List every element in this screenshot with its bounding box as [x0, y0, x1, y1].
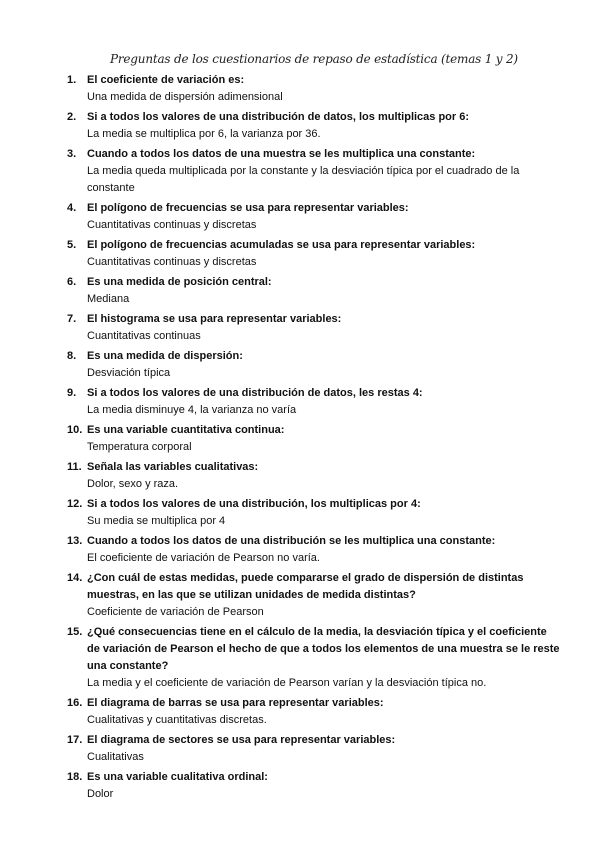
question-number: 16. — [67, 697, 83, 709]
question-number: 6. — [67, 276, 77, 288]
question-item — [67, 109, 560, 143]
question-body — [87, 348, 560, 382]
question-item — [67, 496, 560, 530]
question-number: 10. — [67, 424, 83, 436]
question-text: Cuando a todos los datos de una muestra se les multiplica una constante: — [87, 148, 476, 160]
question-number: 2. — [67, 111, 77, 123]
answer-text: La media queda multiplicada por la constante y la desviación típica por el cuadrado de la constante — [87, 165, 520, 194]
question-number: 9. — [67, 387, 77, 399]
question-item — [67, 732, 560, 766]
question-text: El coeficiente de variación es: — [87, 74, 245, 86]
question-item — [67, 459, 560, 493]
answer-text: Temperatura corporal — [87, 441, 192, 453]
question-item — [67, 769, 560, 803]
question-body — [87, 274, 560, 308]
question-item — [67, 570, 560, 621]
question-number: 17. — [67, 734, 83, 746]
question-body — [87, 200, 560, 234]
question-item — [67, 237, 560, 271]
question-body — [87, 570, 560, 621]
question-text: Si a todos los valores de una distribución, los multiplicas por 4: — [87, 498, 421, 510]
question-number: 5. — [67, 239, 77, 251]
question-body — [87, 237, 560, 271]
question-body — [87, 496, 560, 530]
question-text: ¿Con cuál de estas medidas, puede compararse el grado de dispersión de distintas muestras, en las que se utilizan unidades de medida distintas? — [87, 572, 524, 601]
question-body — [87, 769, 560, 803]
question-number: 13. — [67, 535, 83, 547]
question-text: Si a todos los valores de una distribución de datos, los multiplicas por 6: — [87, 111, 470, 123]
answer-text: Cuantitativas continuas y discretas — [87, 219, 257, 231]
question-body — [87, 624, 560, 692]
question-number: 3. — [67, 148, 77, 160]
question-text: Es una medida de dispersión: — [87, 350, 243, 362]
question-body — [87, 422, 560, 456]
question-item — [67, 200, 560, 234]
question-text: Si a todos los valores de una distribución de datos, les restas 4: — [87, 387, 423, 399]
question-body — [87, 459, 560, 493]
question-text: El histograma se usa para representar variables: — [87, 313, 342, 325]
question-number: 7. — [67, 313, 77, 325]
question-item — [67, 311, 560, 345]
question-text: Es una variable cualitativa ordinal: — [87, 771, 268, 783]
question-text: Señala las variables cualitativas: — [87, 461, 259, 473]
question-body — [87, 146, 560, 197]
question-number: 18. — [67, 771, 83, 783]
question-item — [67, 385, 560, 419]
answer-text: Cualitativas — [87, 751, 144, 763]
answer-text: Su media se multiplica por 4 — [87, 515, 226, 527]
question-number: 8. — [67, 350, 77, 362]
question-number: 15. — [67, 626, 83, 638]
answer-text: La media disminuye 4, la varianza no varía — [87, 404, 297, 416]
answer-text: Cualitativas y cuantitativas discretas. — [87, 714, 267, 726]
answer-text: Coeficiente de variación de Pearson — [87, 606, 264, 618]
question-body — [87, 732, 560, 766]
question-body — [87, 385, 560, 419]
question-number: 4. — [67, 202, 77, 214]
question-item — [67, 146, 560, 197]
question-text: El diagrama de sectores se usa para representar variables: — [87, 734, 396, 746]
question-text: ¿Qué consecuencias tiene en el cálculo de la media, la desviación típica y el coeficiente de variación de Pearson el hecho de que a todos los elementos de una muestra se le reste una constante? — [87, 626, 560, 672]
question-text: El polígono de frecuencias se usa para representar variables: — [87, 202, 409, 214]
question-body — [87, 533, 560, 567]
question-text: Es una medida de posición central: — [87, 276, 272, 288]
question-item — [67, 422, 560, 456]
question-text: El polígono de frecuencias acumuladas se usa para representar variables: — [87, 239, 476, 251]
question-body — [87, 109, 560, 143]
answer-text: Mediana — [87, 293, 130, 305]
document-title: Preguntas de los cuestionarios de repaso de estadística (temas 1 y 2) — [110, 52, 518, 66]
question-list — [67, 72, 560, 803]
question-item — [67, 695, 560, 729]
answer-text: La media y el coeficiente de variación de Pearson varían y la desviación típica no. — [87, 677, 487, 689]
question-body — [87, 695, 560, 729]
answer-text: Una medida de dispersión adimensional — [87, 91, 283, 103]
answer-text: El coeficiente de variación de Pearson no varía. — [87, 552, 320, 564]
question-number: 11. — [67, 461, 82, 473]
question-item — [67, 348, 560, 382]
question-body — [87, 72, 560, 106]
answer-text: La media se multiplica por 6, la varianza por 36. — [87, 128, 321, 140]
question-item — [67, 274, 560, 308]
question-item — [67, 624, 560, 692]
answer-text: Dolor, sexo y raza. — [87, 478, 179, 490]
question-item — [67, 533, 560, 567]
answer-text: Dolor — [87, 788, 114, 800]
answer-text: Cuantitativas continuas — [87, 330, 201, 342]
answer-text: Desviación típica — [87, 367, 171, 379]
question-body — [87, 311, 560, 345]
question-number: 14. — [67, 572, 83, 584]
question-number: 12. — [67, 498, 83, 510]
question-text: Cuando a todos los datos de una distribución se les multiplica una constante: — [87, 535, 496, 547]
question-item — [67, 72, 560, 106]
question-text: Es una variable cuantitativa continua: — [87, 424, 285, 436]
question-text: El diagrama de barras se usa para representar variables: — [87, 697, 384, 709]
question-number: 1. — [67, 74, 77, 86]
answer-text: Cuantitativas continuas y discretas — [87, 256, 257, 268]
